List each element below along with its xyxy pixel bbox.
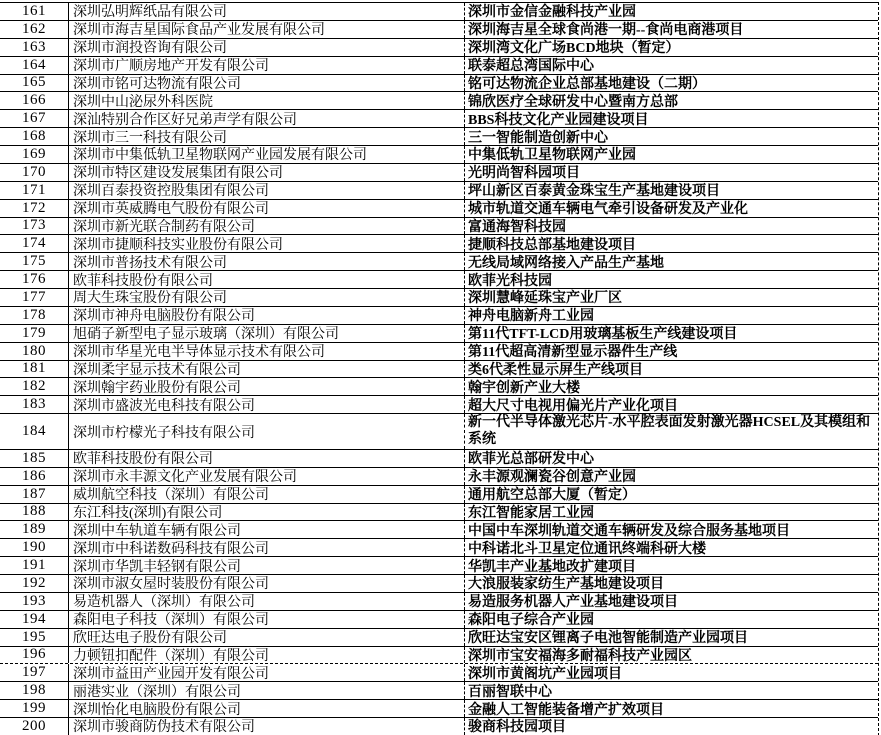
company-name-cell[interactable]: 深圳市普扬技术有限公司 — [69, 253, 465, 270]
company-name-cell[interactable]: 欧菲科技股份有限公司 — [69, 271, 465, 288]
row-number-cell[interactable]: 165 — [0, 75, 69, 92]
table-row — [0, 75, 878, 93]
project-name-cell[interactable]: 欣旺达宝安区锂离子电池智能制造产业园项目 — [468, 631, 748, 646]
row-number-cell[interactable]: 172 — [0, 200, 69, 217]
company-name-cell[interactable]: 深圳柔宇显示技术有限公司 — [69, 361, 465, 378]
company-name-cell[interactable]: 深圳弘明辉纸品有限公司 — [69, 3, 465, 20]
row-number-cell[interactable]: 187 — [0, 486, 69, 503]
company-name-cell[interactable]: 森阳电子科技（深圳）有限公司 — [69, 611, 465, 628]
project-name-cell[interactable]: 森阳电子综合产业园 — [468, 613, 594, 628]
row-number-cell[interactable]: 163 — [0, 39, 69, 56]
company-name-cell[interactable]: 深圳市中集低轨卫星物联网产业园发展有限公司 — [69, 146, 465, 163]
row-number-cell[interactable]: 193 — [0, 593, 69, 610]
table-row — [0, 307, 878, 325]
row-number-cell[interactable]: 175 — [0, 253, 69, 270]
company-name-cell[interactable]: 深圳市中科诺数码科技有限公司 — [69, 539, 465, 556]
row-number-cell[interactable]: 198 — [0, 682, 69, 699]
table-row — [0, 504, 878, 522]
company-name-cell[interactable]: 东江科技(深圳)有限公司 — [69, 504, 465, 521]
company-name-cell[interactable]: 欣旺达电子股份有限公司 — [69, 629, 465, 646]
table-row — [0, 468, 878, 486]
project-name-cell[interactable]: 捷顺科技总部基地建设项目 — [468, 237, 636, 253]
project-name-cell[interactable]: 永丰源观澜瓷谷创意产业园 — [468, 470, 636, 485]
project-name-cell[interactable]: 无线局域网络接入产品生产基地 — [468, 255, 664, 271]
table-row — [0, 611, 878, 629]
table-row — [0, 146, 878, 164]
table-row — [0, 289, 878, 307]
project-name-cell[interactable]: 骏商科技园项目 — [468, 720, 566, 735]
row-number-cell[interactable]: 164 — [0, 57, 69, 74]
project-name-cell[interactable]: 铭可达物流企业总部基地建设（二期） — [468, 76, 706, 92]
project-name-cell[interactable]: 富通海智科技园 — [468, 219, 566, 235]
company-name-cell[interactable]: 深圳市广顺房地产开发有限公司 — [69, 57, 465, 74]
row-number-cell[interactable]: 161 — [0, 3, 69, 20]
company-name-cell[interactable]: 深圳市华星光电半导体显示技术有限公司 — [69, 343, 465, 360]
company-name-cell[interactable]: 深圳市淑女屋时装股份有限公司 — [69, 575, 465, 592]
table-row — [0, 629, 878, 647]
company-name-cell[interactable]: 深圳市骏商防伪技术有限公司 — [69, 718, 465, 735]
project-name-cell[interactable]: 新一代半导体激光芯片-水平腔表面发射激光器HCSEL及其模组和系统 — [468, 415, 871, 447]
project-name-cell[interactable]: 超大尺寸电视用偏光片产业化项目 — [468, 398, 678, 414]
row-number-cell[interactable]: 166 — [0, 92, 69, 109]
table-row — [0, 414, 878, 450]
table-row — [0, 164, 878, 182]
row-number-cell[interactable]: 197 — [0, 664, 69, 681]
table-row — [0, 57, 878, 75]
row-number-cell[interactable]: 169 — [0, 146, 69, 163]
project-name-cell[interactable]: 欧菲光总部研发中心 — [468, 452, 594, 467]
project-name-cell[interactable]: 通用航空总部大厦（暂定） — [468, 488, 636, 503]
company-name-cell[interactable]: 深圳市华凯丰轻钢有限公司 — [69, 557, 465, 574]
project-name-cell[interactable]: 易造服务机器人产业基地建设项目 — [468, 595, 678, 610]
table-row — [0, 3, 878, 21]
row-number-cell[interactable]: 168 — [0, 128, 69, 145]
table-row — [0, 396, 878, 414]
row-number-cell[interactable]: 184 — [0, 414, 69, 449]
table-row — [0, 128, 878, 146]
project-name-cell[interactable]: 神舟电脑新舟工业园 — [468, 309, 594, 324]
project-name-cell[interactable]: 中科诺北斗卫星定位通讯终端科研大楼 — [468, 541, 706, 557]
project-name-cell[interactable]: 欧菲光科技园 — [468, 273, 552, 288]
row-number-cell[interactable]: 185 — [0, 450, 69, 467]
table-row — [0, 21, 878, 39]
table-row — [0, 557, 878, 575]
project-name-cell[interactable]: 深圳市金信金融科技产业园 — [468, 5, 636, 20]
approval-projects-table — [0, 2, 879, 735]
table-row — [0, 235, 878, 253]
company-name-cell[interactable]: 深圳市神舟电脑股份有限公司 — [69, 307, 465, 324]
company-name-cell[interactable]: 深圳市永丰源文化产业发展有限公司 — [69, 468, 465, 485]
row-number-cell[interactable]: 173 — [0, 218, 69, 235]
project-name-cell[interactable]: 联泰超总湾国际中心 — [468, 59, 594, 74]
project-name-cell[interactable]: 深圳海吉星全球食尚港一期--食尚电商港项目 — [468, 23, 744, 38]
table-row — [0, 271, 878, 289]
table-row — [0, 682, 878, 700]
company-name-cell[interactable]: 深圳怡化电脑股份有限公司 — [69, 700, 465, 717]
company-name-cell[interactable]: 深圳市盛波光电科技有限公司 — [69, 396, 465, 413]
company-name-cell[interactable]: 深圳中山泌尿外科医院 — [69, 92, 465, 109]
row-number-cell[interactable]: 188 — [0, 504, 69, 521]
project-name-cell[interactable]: 金融人工智能装备增产扩效项目 — [468, 702, 664, 717]
company-name-cell[interactable]: 深圳百泰投资控股集团有限公司 — [69, 182, 465, 199]
company-name-cell[interactable]: 深圳市英威腾电气股份有限公司 — [69, 200, 465, 217]
row-number-cell[interactable]: 183 — [0, 396, 69, 413]
company-name-cell[interactable]: 深圳市新光联合制药有限公司 — [69, 218, 465, 235]
table-row — [0, 92, 878, 110]
project-name-cell[interactable]: 翰宇创新产业大楼 — [468, 380, 580, 396]
project-name-cell[interactable]: 城市轨道交通车辆电气牵引设备研发及产业化 — [468, 202, 748, 217]
row-number-cell[interactable]: 179 — [0, 325, 69, 342]
table-row — [0, 253, 878, 271]
table-row — [0, 218, 878, 236]
project-name-cell[interactable]: 华凯丰产业基地改扩建项目 — [468, 559, 636, 574]
project-name-cell[interactable]: 深圳市宝安福海多耐福科技产业园区 — [468, 648, 692, 664]
project-name-cell[interactable]: 类6代柔性显示屏生产线项目 — [468, 362, 643, 378]
company-name-cell[interactable]: 深圳翰宇药业股份有限公司 — [69, 378, 465, 395]
table-row — [0, 110, 878, 128]
table-row — [0, 718, 878, 735]
row-number-cell[interactable]: 174 — [0, 235, 69, 252]
company-name-cell[interactable]: 深圳市铭可达物流有限公司 — [69, 75, 465, 92]
row-number-cell[interactable]: 170 — [0, 164, 69, 181]
table-row — [0, 700, 878, 718]
table-row — [0, 325, 878, 343]
row-number-cell[interactable]: 162 — [0, 21, 69, 38]
company-name-cell[interactable]: 周大生珠宝股份有限公司 — [69, 289, 465, 306]
company-name-cell[interactable]: 旭硝子新型电子显示玻璃（深圳）有限公司 — [69, 325, 465, 342]
table-row — [0, 593, 878, 611]
table-row — [0, 521, 878, 539]
company-name-cell[interactable]: 丽港实业（深圳）有限公司 — [69, 682, 465, 699]
table-row — [0, 664, 878, 682]
table-row — [0, 539, 878, 557]
row-number-cell[interactable]: 200 — [0, 718, 69, 735]
project-name-cell[interactable]: 第11代超高清新型显示器件生产线 — [468, 345, 678, 360]
project-name-cell[interactable]: 大浪服装家纺生产基地建设项目 — [468, 577, 664, 592]
company-name-cell[interactable]: 深圳市捷顺科技实业股份有限公司 — [69, 235, 465, 252]
row-number-cell[interactable]: 194 — [0, 611, 69, 628]
row-number-cell[interactable]: 180 — [0, 343, 69, 360]
project-name-cell[interactable]: 中国中车深圳轨道交通车辆研发及综合服务基地项目 — [468, 523, 790, 539]
project-name-cell[interactable]: 中集低轨卫星物联网产业园 — [468, 148, 636, 163]
company-name-cell[interactable]: 深汕特别合作区好兄弟声学有限公司 — [69, 110, 465, 127]
row-number-cell[interactable]: 186 — [0, 468, 69, 485]
project-name-cell[interactable]: 坪山新区百泰黄金珠宝生产基地建设项目 — [468, 184, 720, 199]
project-name-cell[interactable]: 深圳慧峰延珠宝产业厂区 — [468, 291, 622, 306]
company-name-cell[interactable]: 易造机器人（深圳）有限公司 — [69, 593, 465, 610]
table-row — [0, 486, 878, 504]
row-number-cell[interactable]: 182 — [0, 378, 69, 395]
company-name-cell[interactable]: 深圳市海吉星国际食品产业发展有限公司 — [69, 21, 465, 38]
table-row — [0, 378, 878, 396]
row-number-cell[interactable]: 199 — [0, 700, 69, 717]
table-row — [0, 575, 878, 593]
row-number-cell[interactable]: 177 — [0, 289, 69, 306]
table-row — [0, 39, 878, 57]
project-name-cell[interactable]: 深圳湾文化广场BCD地块（暂定） — [468, 41, 680, 56]
row-number-cell[interactable]: 176 — [0, 271, 69, 288]
company-name-cell[interactable]: 深圳市三一科技有限公司 — [69, 128, 465, 145]
project-name-cell[interactable]: 光明尚智科园项目 — [468, 166, 580, 181]
company-name-cell[interactable]: 深圳市特区建设发展集团有限公司 — [69, 164, 465, 181]
company-name-cell[interactable]: 深圳中车轨道车辆有限公司 — [69, 521, 465, 538]
company-name-cell[interactable]: 威圳航空科技（深圳）有限公司 — [69, 486, 465, 503]
row-number-cell[interactable]: 181 — [0, 361, 69, 378]
row-number-cell[interactable]: 190 — [0, 539, 69, 556]
table-row — [0, 182, 878, 200]
project-name-cell[interactable]: 三一智能制造创新中心 — [468, 130, 608, 145]
company-name-cell[interactable]: 深圳市润投咨询有限公司 — [69, 39, 465, 56]
table-row — [0, 343, 878, 361]
row-number-cell[interactable]: 167 — [0, 110, 69, 127]
table-row — [0, 647, 878, 665]
company-name-cell[interactable]: 深圳市益田产业园开发有限公司 — [69, 664, 465, 681]
row-number-cell[interactable]: 195 — [0, 629, 69, 646]
project-name-cell[interactable]: 深圳市黄阁坑产业园项目 — [468, 666, 622, 682]
row-number-cell[interactable]: 191 — [0, 557, 69, 574]
row-number-cell[interactable]: 178 — [0, 307, 69, 324]
table-row — [0, 450, 878, 468]
project-name-cell[interactable]: BBS科技文化产业园建设项目 — [468, 112, 649, 128]
company-name-cell[interactable]: 深圳市柠檬光子科技有限公司 — [69, 414, 465, 449]
table-row — [0, 361, 878, 379]
row-number-cell[interactable]: 189 — [0, 521, 69, 538]
table-row — [0, 200, 878, 218]
row-number-cell[interactable]: 171 — [0, 182, 69, 199]
project-name-cell[interactable]: 第11代TFT-LCD用玻璃基板生产线建设项目 — [468, 327, 738, 342]
company-name-cell[interactable]: 力顿钮扣配件（深圳）有限公司 — [69, 647, 465, 664]
project-name-cell[interactable]: 东江智能家居工业园 — [468, 505, 594, 521]
project-name-cell[interactable]: 百丽智联中心 — [468, 684, 552, 700]
project-name-cell[interactable]: 锦欣医疗全球研发中心暨南方总部 — [468, 94, 678, 110]
row-number-cell[interactable]: 196 — [0, 647, 69, 664]
row-number-cell[interactable]: 192 — [0, 575, 69, 592]
company-name-cell[interactable]: 欧菲科技股份有限公司 — [69, 450, 465, 467]
